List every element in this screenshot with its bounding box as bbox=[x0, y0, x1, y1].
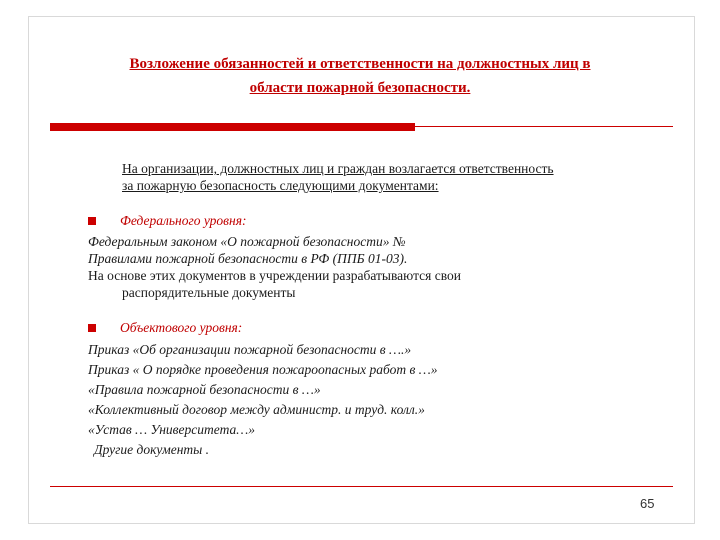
title-line-1: Возложение обязанностей и ответственности на должностных лиц в bbox=[129, 56, 591, 72]
object-doc-line: «Устав … Университета…» bbox=[88, 422, 255, 437]
title-underline-bar bbox=[50, 123, 415, 131]
federal-line: Федеральным законом «О пожарной безопасности» № bbox=[88, 234, 406, 249]
object-heading: Объектового уровня: bbox=[120, 320, 243, 335]
federal-line: распорядительные документы bbox=[122, 285, 296, 300]
object-doc-line: «Правила пожарной безопасности в …» bbox=[88, 382, 321, 397]
federal-line: Правилами пожарной безопасности в РФ (ППБ 01-03). bbox=[88, 251, 408, 266]
federal-heading: Федерального уровня: bbox=[120, 213, 247, 228]
object-doc-line: Другие документы . bbox=[94, 442, 210, 457]
title-line-2: области пожарной безопасности. bbox=[249, 80, 471, 96]
federal-section-header bbox=[88, 212, 688, 229]
square-bullet-icon bbox=[88, 324, 96, 332]
page-number: 65 bbox=[640, 496, 655, 511]
footer-rule bbox=[50, 486, 673, 487]
slide-body bbox=[88, 160, 688, 460]
object-doc-line: Приказ «Об организации пожарной безопасности в ….» bbox=[88, 342, 412, 357]
object-doc-line: Приказ « О порядке проведения пожароопасных работ в …» bbox=[88, 362, 438, 377]
federal-line: На основе этих документов в учреждении разрабатываются свои bbox=[88, 268, 461, 283]
slide-title bbox=[40, 52, 680, 100]
intro-text: На организации, должностных лиц и граждан возлагается ответственность за пожарную безопасность следующими документами: bbox=[122, 161, 554, 193]
square-bullet-icon bbox=[88, 217, 96, 225]
title-underline-rule bbox=[415, 126, 673, 127]
object-doc-line: «Коллективный договор между администр. и труд. колл.» bbox=[88, 402, 425, 417]
object-section-header bbox=[88, 319, 688, 336]
